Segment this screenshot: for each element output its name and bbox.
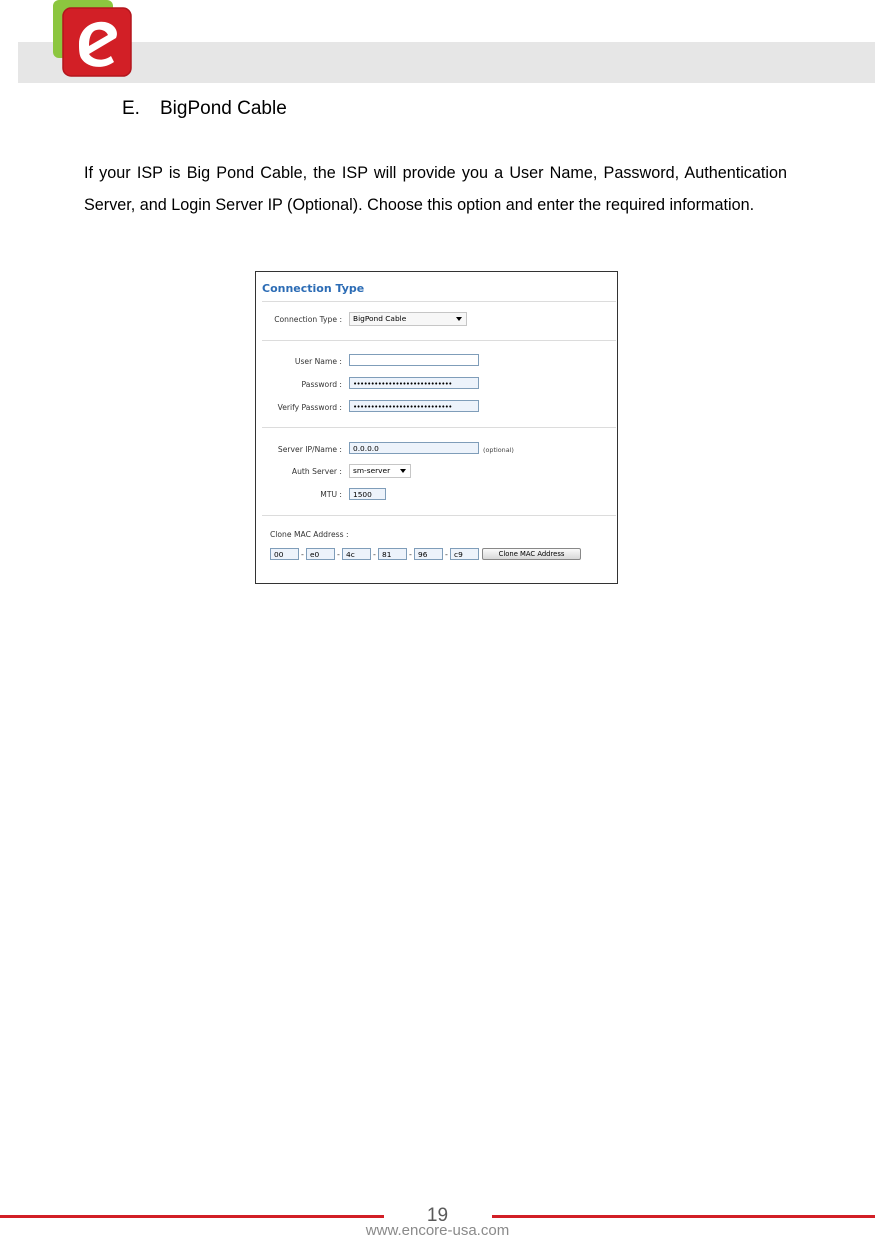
server-ip-label: Server IP/Name : (277, 445, 342, 454)
mac-octet-6-input[interactable]: c9 (450, 548, 479, 560)
section-title: BigPond Cable (160, 98, 287, 119)
user-name-input[interactable] (349, 354, 479, 366)
clone-mac-label: Clone MAC Address : (270, 530, 349, 539)
mtu-input[interactable]: 1500 (349, 488, 386, 500)
mac-separator: - (445, 550, 448, 559)
clone-mac-button[interactable]: Clone MAC Address (482, 548, 581, 560)
auth-server-label: Auth Server : (291, 467, 342, 476)
optional-note: (optional) (483, 446, 514, 454)
divider (262, 340, 616, 341)
mtu-label: MTU : (320, 490, 342, 499)
body-paragraph: If your ISP is Big Pond Cable, the ISP will provide you a User Name, Password, Authentication Server, and Login Server IP (Optional). Choose this option and enter the required information. (84, 164, 787, 214)
mac-octet-4-input[interactable]: 81 (378, 548, 407, 560)
verify-password-input[interactable]: •••••••••••••••••••••••••••• (349, 400, 479, 412)
encore-logo (53, 0, 133, 78)
connection-type-value: BigPond Cable (353, 314, 407, 323)
mac-separator: - (409, 550, 412, 559)
password-input[interactable]: •••••••••••••••••••••••••••• (349, 377, 479, 389)
mac-octet-5-input[interactable]: 96 (414, 548, 443, 560)
mac-octet-2-input[interactable]: e0 (306, 548, 335, 560)
divider (262, 301, 616, 302)
chevron-down-icon (400, 469, 406, 473)
verify-password-label: Verify Password : (277, 403, 342, 412)
section-heading (122, 98, 287, 120)
panel-title: Connection Type (262, 282, 365, 295)
user-name-label: User Name : (294, 357, 342, 366)
auth-server-select[interactable] (349, 464, 411, 478)
connection-type-screenshot (255, 271, 618, 584)
page-number: 19 (426, 1205, 449, 1226)
chevron-down-icon (456, 317, 462, 321)
header-band (18, 42, 875, 83)
divider (262, 515, 616, 516)
mac-separator: - (301, 550, 304, 559)
mac-octet-3-input[interactable]: 4c (342, 548, 371, 560)
connection-type-label: Connection Type : (274, 315, 342, 324)
server-ip-input[interactable]: 0.0.0.0 (349, 442, 479, 454)
password-label: Password : (301, 380, 342, 389)
divider (262, 427, 616, 428)
section-letter: E. (122, 98, 140, 119)
mac-separator: - (373, 550, 376, 559)
connection-type-select[interactable] (349, 312, 467, 326)
auth-server-value: sm-server (353, 466, 391, 475)
website-url: www.encore-usa.com (365, 1222, 510, 1239)
mac-separator: - (337, 550, 340, 559)
mac-octet-1-input[interactable]: 00 (270, 548, 299, 560)
